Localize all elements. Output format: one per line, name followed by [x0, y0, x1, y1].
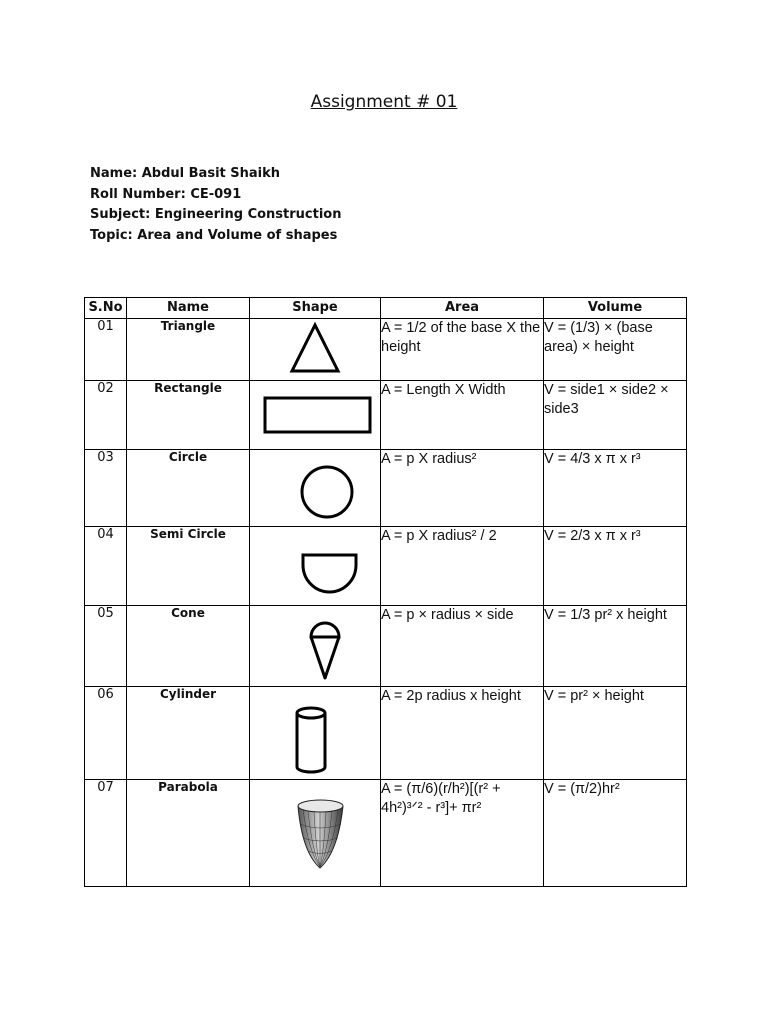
row-volume: V = 2/3 x π x r³	[544, 527, 687, 606]
table-row	[85, 319, 687, 381]
cone-icon	[250, 606, 381, 686]
row-name: Semi Circle	[127, 527, 250, 606]
info-roll-number: Roll Number: CE-091	[90, 186, 242, 202]
row-area: A = p X radius² / 2	[381, 527, 544, 606]
row-sno: 04	[85, 527, 127, 606]
shapes-table	[84, 297, 687, 887]
row-sno: 07	[85, 780, 127, 887]
table-row	[85, 527, 687, 606]
cylinder-icon	[250, 687, 381, 779]
table-row	[85, 687, 687, 780]
row-name: Cone	[127, 606, 250, 687]
paraboloid-icon	[250, 780, 381, 886]
row-area: A = p X radius²	[381, 450, 544, 527]
header-volume: Volume	[544, 298, 687, 319]
row-volume: V = 4/3 x π x r³	[544, 450, 687, 527]
header-name: Name	[127, 298, 250, 319]
info-topic: Topic: Area and Volume of shapes	[90, 227, 338, 243]
header-shape: Shape	[250, 298, 381, 319]
row-volume: V = (1/3) × (base area) × height	[544, 319, 687, 381]
row-sno: 03	[85, 450, 127, 527]
student-info	[90, 164, 342, 246]
row-sno: 05	[85, 606, 127, 687]
row-sno: 02	[85, 381, 127, 450]
table-row	[85, 381, 687, 450]
header-sno: S.No	[85, 298, 127, 319]
info-subject: Subject: Engineering Construction	[90, 207, 342, 222]
row-name: Triangle	[127, 319, 250, 381]
row-name: Circle	[127, 450, 250, 527]
info-name: Name: Abdul Basit Shaikh	[90, 166, 281, 181]
row-sno: 01	[85, 319, 127, 381]
semicircle-icon	[250, 527, 381, 605]
row-area: A = p × radius × side	[381, 606, 544, 687]
row-area: A = (π/6)(r/h²)[(r² + 4h²)³ᐟ² - r³]+ πr²	[381, 780, 544, 887]
rectangle-icon	[250, 381, 381, 449]
row-volume: V = side1 × side2 × side3	[544, 381, 687, 450]
row-name: Cylinder	[127, 687, 250, 780]
circle-icon	[250, 450, 381, 526]
triangle-icon	[250, 319, 381, 379]
row-volume: V = pr² × height	[544, 687, 687, 780]
table-row	[85, 606, 687, 687]
page-title: Assignment # 01	[310, 92, 458, 112]
row-volume: V = (π/2)hr²	[544, 780, 687, 887]
row-volume: V = 1/3 pr² x height	[544, 606, 687, 687]
table-header-row	[85, 298, 687, 319]
header-area: Area	[381, 298, 544, 319]
row-area: A = 1/2 of the base X the height	[381, 319, 544, 381]
row-name: Rectangle	[127, 381, 250, 450]
table-row	[85, 450, 687, 527]
row-sno: 06	[85, 687, 127, 780]
row-area: A = 2p radius x height	[381, 687, 544, 780]
row-name: Parabola	[127, 780, 250, 887]
table-row	[85, 780, 687, 887]
row-area: A = Length X Width	[381, 381, 544, 450]
